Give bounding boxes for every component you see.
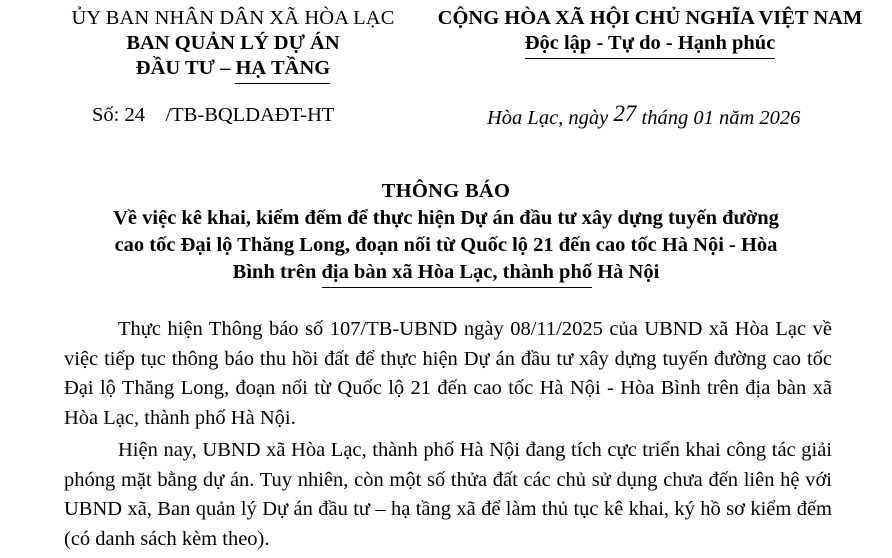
agency-name-line2-start: ĐẦU TƯ –	[135, 57, 236, 79]
national-header-block	[430, 6, 870, 59]
national-motto-wrap	[430, 31, 870, 59]
date-suffix: tháng 01 năm 2026	[636, 107, 801, 129]
date-day-handwritten: 27	[613, 101, 637, 126]
body-paragraph-1: Thực hiện Thông báo số 107/TB-UBND ngày 08/11/2025 của UBND xã Hòa Lạc về việc tiếp tục thông báo thu hồi đất để thực hiện Dự án đầu tư xây dựng tuyến đường cao tốc Đại lộ Thăng Long, đoạn nối từ Quốc lộ 21 đến cao tốc Hà Nội - Hòa Bình trên địa bàn xã Hòa Lạc, thành phố Hà Nội.	[64, 318, 832, 429]
notice-body	[64, 315, 832, 554]
national-title: CỘNG HÒA XÃ HỘI CHỦ NGHĨA VIỆT NAM	[437, 7, 863, 29]
agency-name-line2-end: HẠ TẦNG	[235, 56, 330, 84]
notice-subject-line3	[40, 259, 852, 288]
national-motto: Độc lập - Tự do - Hạnh phúc	[525, 31, 776, 59]
date-prefix: Hòa Lạc, ngày	[487, 107, 614, 129]
notice-subject-line3-start: Bình trên	[232, 261, 322, 283]
agency-parent-name: ỦY BAN NHÂN DÂN XÃ HÒA LẠC	[71, 7, 395, 29]
notice-title-block	[40, 178, 852, 288]
issuing-agency-block	[38, 6, 428, 84]
notice-heading: THÔNG BÁO	[381, 180, 511, 202]
body-paragraph-2: Hiện nay, UBND xã Hòa Lạc, thành phố Hà Nội đang tích cực triển khai công tác giải phóng mặt bằng dự án. Tuy nhiên, còn một số thửa đất các chủ sử dụng chưa đến liên hệ với UBND xã, Ban quản lý Dự án đầu tư – hạ tầng xã để làm thủ tục kê khai, ký hồ sơ kiểm đếm (có danh sách kèm theo).	[64, 439, 832, 550]
agency-name-line2	[38, 56, 428, 84]
notice-subject-line1: Về việc kê khai, kiểm đếm để thực hiện Dự án đầu tư xây dựng tuyến đường	[113, 207, 779, 229]
document-number: Số: 24 /TB-BQLDAĐT-HT	[92, 104, 335, 126]
notice-subject-line3-underlined: địa bàn xã Hòa Lạc, thành phố	[322, 259, 593, 288]
document-date	[487, 101, 801, 130]
notice-subject-line2: cao tốc Đại lộ Thăng Long, đoạn nối từ Quốc lộ 21 đến cao tốc Hà Nội - Hòa	[114, 234, 778, 256]
notice-subject-line3-end: Hà Nội	[592, 261, 660, 283]
agency-name-line1: BAN QUẢN LÝ DỰ ÁN	[126, 32, 340, 54]
